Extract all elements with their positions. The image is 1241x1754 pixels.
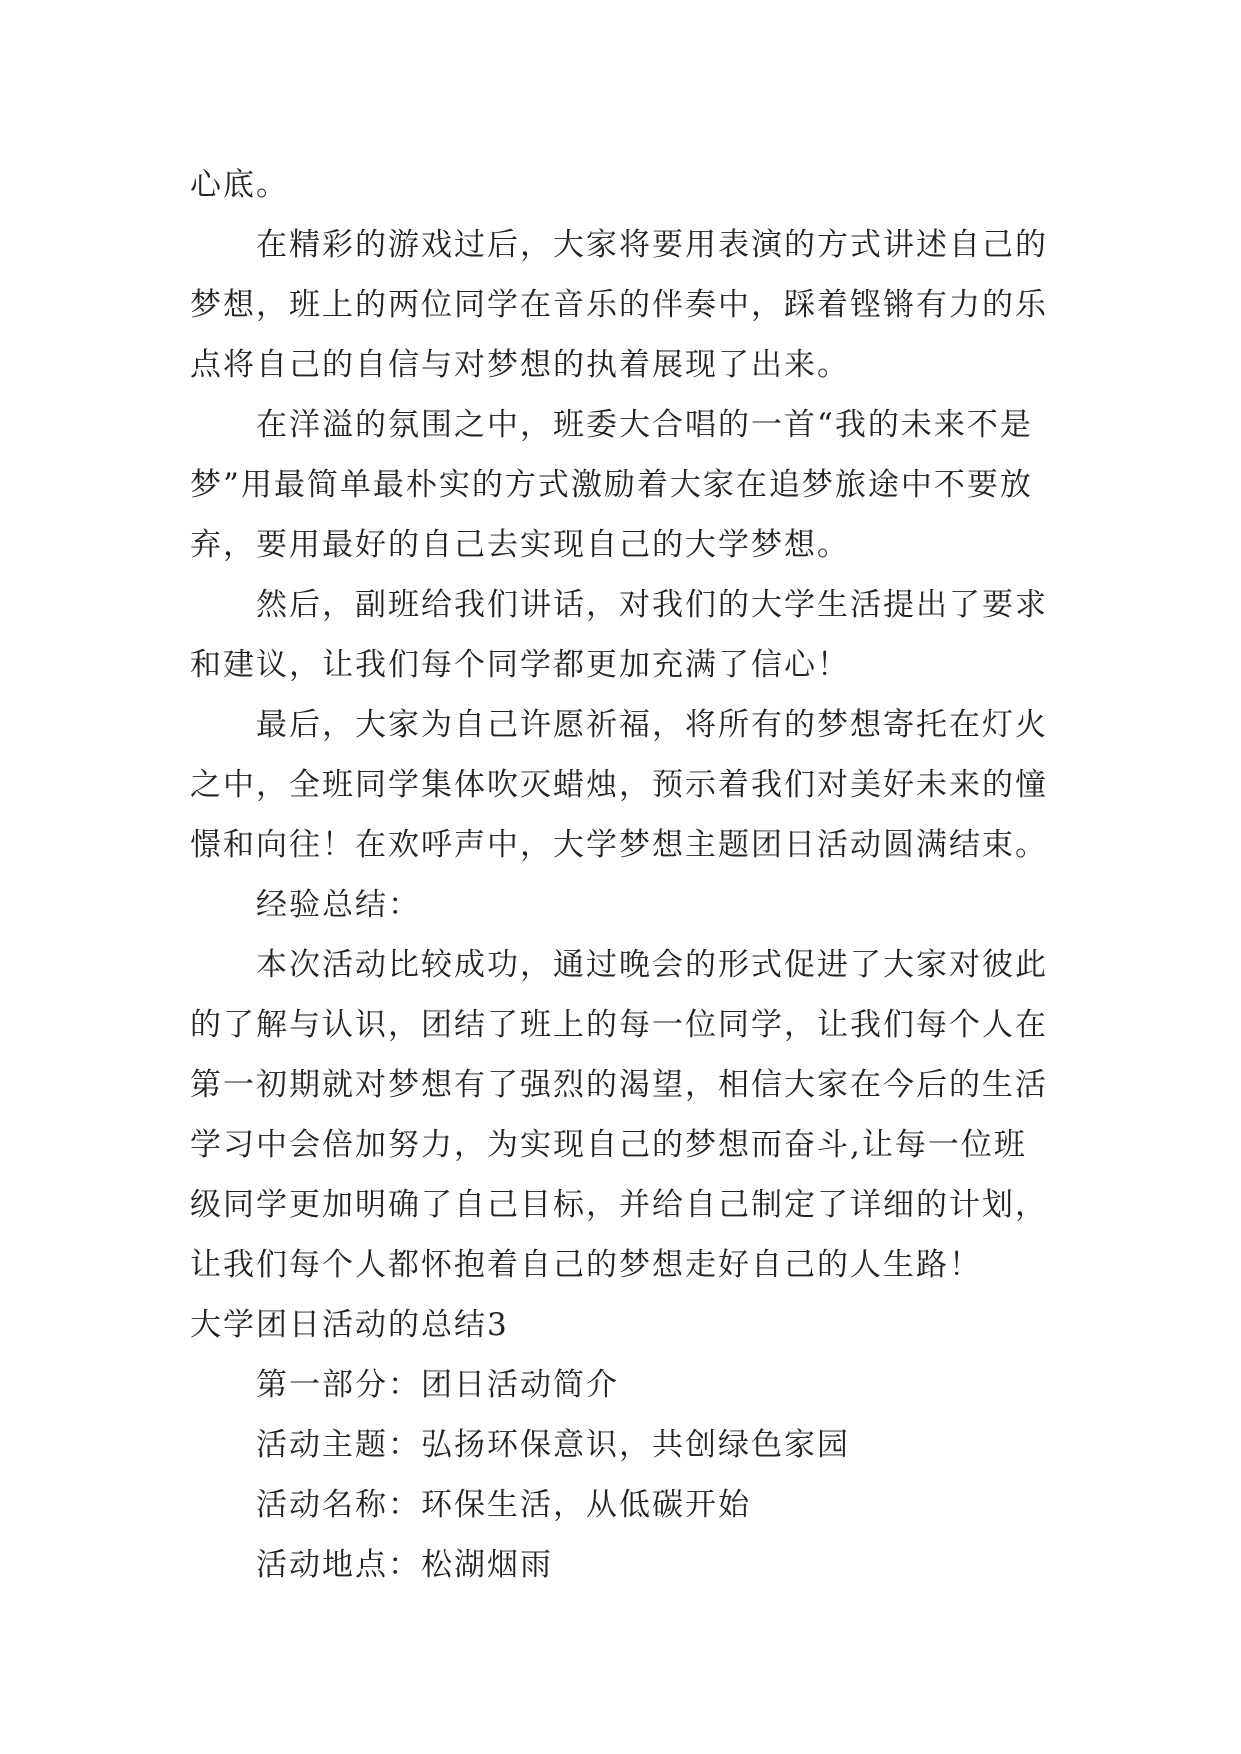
paragraph-line: 活动主题：弘扬环保意识，共创绿色家园 xyxy=(256,1427,850,1463)
paragraph-line: 最后，大家为自己许愿祈福，将所有的梦想寄托在灯火 xyxy=(256,707,1048,743)
section-label: 经验总结： xyxy=(256,887,421,923)
paragraph-line: 在精彩的游戏过后，大家将要用表演的方式讲述自己的 xyxy=(256,227,1048,263)
paragraph-line: 让我们每个人都怀抱着自己的梦想走好自己的人生路！ xyxy=(190,1247,982,1283)
paragraph-line: 的了解与认识，团结了班上的每一位同学，让我们每个人在 xyxy=(190,1007,1048,1043)
paragraph-line: 然后，副班给我们讲话，对我们的大学生活提出了要求 xyxy=(256,587,1048,623)
paragraph-line: 在洋溢的氛围之中，班委大合唱的一首“我的未来不是 xyxy=(256,407,1033,443)
paragraph-line: 弃，要用最好的自己去实现自己的大学梦想。 xyxy=(190,527,850,563)
paragraph-line: 第一部分：团日活动简介 xyxy=(256,1367,619,1403)
document-body xyxy=(190,155,1060,1595)
paragraph-line: 心底。 xyxy=(190,167,289,203)
paragraph-line: 本次活动比较成功，通过晚会的形式促进了大家对彼此 xyxy=(256,947,1048,983)
paragraph-line: 之中，全班同学集体吹灭蜡烛，预示着我们对美好未来的憧 xyxy=(190,767,1048,803)
paragraph-line: 活动名称：环保生活，从低碳开始 xyxy=(256,1487,751,1523)
paragraph-line: 梦”用最简单最朴实的方式激励着大家在追梦旅途中不要放 xyxy=(190,467,1033,503)
paragraph-line: 活动地点：松湖烟雨 xyxy=(256,1547,553,1583)
paragraph-line: 憬和向往！在欢呼声中，大学梦想主题团日活动圆满结束。 xyxy=(190,827,1048,863)
section-heading: 大学团日活动的总结3 xyxy=(190,1307,509,1343)
paragraph-line: 学习中会倍加努力，为实现自己的梦想而奋斗,让每一位班 xyxy=(190,1127,1027,1163)
paragraph-line: 级同学更加明确了自己目标，并给自己制定了详细的计划， xyxy=(190,1187,1048,1223)
paragraph-line: 点将自己的自信与对梦想的执着展现了出来。 xyxy=(190,347,850,383)
paragraph-line: 和建议，让我们每个同学都更加充满了信心！ xyxy=(190,647,850,683)
paragraph-line: 梦想，班上的两位同学在音乐的伴奏中，踩着铿锵有力的乐 xyxy=(190,287,1048,323)
paragraph-line: 第一初期就对梦想有了强烈的渴望，相信大家在今后的生活 xyxy=(190,1067,1048,1103)
